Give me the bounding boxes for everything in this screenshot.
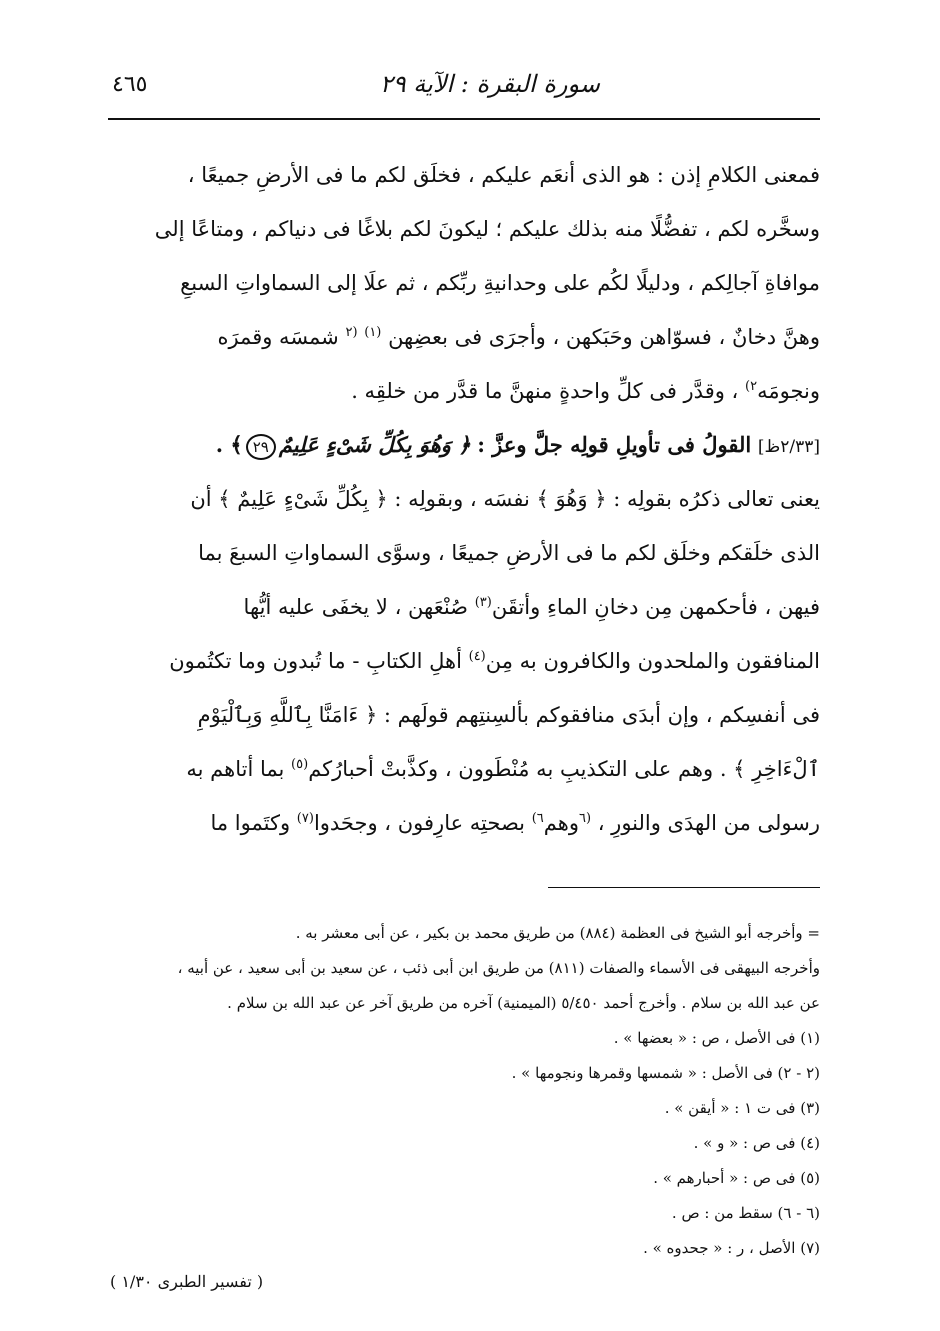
- text-span: ، وقدَّر فى كلِّ واحدةٍ منهنَّ ما قدَّر من خلقِه .: [351, 379, 739, 403]
- text-span: وهم: [543, 811, 579, 835]
- text-line: [108, 634, 820, 688]
- text-line: [108, 688, 820, 742]
- page-number: ٤٦٥: [112, 72, 148, 97]
- text-span: فى أنفسِكم ، وإن أبدَى منافقوكم بألسِنتِهم قولَهم : ﴿ ءَامَنَّا بِٱللَّهِ وَبِٱلْيَوْمِ: [197, 703, 820, 727]
- text-span: بصحتِه عارِفون ، وجحَدوا: [313, 811, 526, 835]
- footnote-ref: ٦): [531, 811, 544, 826]
- footnote-ref: ٢): [745, 379, 758, 394]
- header-rule: [108, 118, 820, 120]
- quran-quote: ﴿ وَهُوَ بِكُلِّ شَىْءٍ عَلِيمٌ: [278, 432, 471, 457]
- text-line: [108, 310, 820, 364]
- footnote-line: (٤) فى ص : « و » .: [693, 1134, 820, 1152]
- main-text: [108, 148, 820, 850]
- text-span: موافاةِ آجالِكم ، ودليلًا لكُم على وحدانيةِ ربِّكم ، ثم علَا إلى السماواتِ السبعِ: [180, 271, 820, 295]
- footnote-line: (٢ - ٢) فى الأصل : « شمسها وقمرها ونجومها » .: [511, 1064, 820, 1082]
- footnote-line: (٧) الأصل ، ر : « جحدوه » .: [643, 1239, 820, 1257]
- text-line: [108, 796, 820, 850]
- footnote-line: (٣) فى ت ١ : « أيقن » .: [664, 1099, 820, 1117]
- text-span: رسولى من الهدَى والنورِ ،: [597, 811, 820, 835]
- text-span: فمعنى الكلامِ إذن : هو الذى أنعَم عليكم ، فخلَق لكم ما فى الأرضِ جميعًا ،: [187, 163, 820, 187]
- running-title: سورة البقرة : الآية ٢٩: [379, 70, 600, 98]
- text-span: المنافقون والملحدون والكافرون به مِن: [485, 649, 820, 673]
- footnote-ref: (٦: [578, 811, 592, 826]
- text-span: ٱلْءَاخِرِ ﴾ . وهم على التكذيبِ به مُنْطَوون ، وكذَّبتْ أحبارُكم: [308, 757, 820, 781]
- footnote-ref: (٤): [468, 649, 486, 664]
- text-span: شمسَه وقمرَه: [217, 325, 339, 349]
- text-span: بما أتاهم به: [186, 757, 285, 781]
- text-span: وهنَّ دخانٌ ، فسوّاهن وحَبَكهن ، وأجرَى فى بعضِهن: [388, 325, 820, 349]
- text-span: يعنى تعالى ذكرُه بقولِه : ﴿ وَهُوَ ﴾ نفسَه ، وبقولِه : ﴿ بِكُلِّ شَىْءٍ عَلِيمٌ ﴾ أن: [190, 487, 820, 511]
- footnote-line: عن عبد الله بن سلام . وأخرج أحمد ٥/٤٥٠ (الميمنية) آخره من طريق آخر عن عبد الله بن سلام .: [227, 994, 820, 1012]
- text-line: [108, 526, 820, 580]
- text-line: [108, 472, 820, 526]
- text-span: الذى خلَقكم وخلَق لكم ما فى الأرضِ جميعًا ، وسوَّى السماواتِ السبعَ بما: [198, 541, 820, 565]
- ayah-number-marker: ٢٩: [246, 434, 276, 460]
- footnote-line: = وأخرجه أبو الشيخ فى العظمة (٨٨٤) من طريق محمد بن بكير ، عن أبى معشر به .: [295, 924, 820, 942]
- footnote-line: وأخرجه البيهقى فى الأسماء والصفات (٨١١) من طريق ابن أبى ذئب ، عن سعيد بن أبى سعيد ، عن أبيه ،: [177, 959, 820, 977]
- manuscript-ref: [٢/٣٣ظ]: [757, 437, 820, 457]
- text-span: أهلِ الكتابِ - ما تُبدون وما تكتُمون: [169, 649, 462, 673]
- footnote-separator: [548, 887, 820, 888]
- text-line: [108, 202, 820, 256]
- footnote-ref: (٧): [296, 811, 314, 826]
- text-span: صُنْعَهن ، لا يخفَى عليه أيُّها: [243, 595, 469, 619]
- footnote-ref: (٣): [474, 595, 492, 610]
- heading-text: القولُ فى تأويلِ قولِه جلَّ وعزَّ :: [477, 432, 752, 457]
- footnote-ref: (٥): [291, 757, 309, 772]
- footnote-line: (١) فى الأصل ، ص : « بعضها » .: [613, 1029, 820, 1047]
- footnote-ref: (١): [364, 325, 382, 340]
- text-line: [108, 580, 820, 634]
- text-line: [108, 742, 820, 796]
- page-header: [108, 70, 820, 110]
- text-span: فيهن ، فأحكمهن مِن دخانِ الماءِ وأتقَن: [491, 595, 820, 619]
- text-line: [108, 256, 820, 310]
- text-line: [108, 148, 820, 202]
- quran-close: ﴾ .: [215, 432, 243, 457]
- footnote-line: (٥) فى ص : « أحبارهم » .: [653, 1169, 820, 1187]
- text-line: [108, 364, 820, 418]
- footnote-ref: (٢: [345, 325, 358, 340]
- section-heading: [108, 418, 820, 472]
- footnotes: [108, 916, 820, 1266]
- text-span: ونجومَه: [757, 379, 820, 403]
- text-span: وسخَّره لكم ، تفضُّلًا منه بذلك عليكم ؛ ليكونَ لكم بلاغًا فى دنياكم ، ومتاعًا إلى: [154, 217, 820, 241]
- text-span: وكتَموا ما: [210, 811, 291, 835]
- book-reference-footer: ( تفسير الطبرى ١/٣٠ ): [110, 1272, 264, 1291]
- footnote-line: (٦ - ٦) سقط من : ص .: [671, 1204, 820, 1222]
